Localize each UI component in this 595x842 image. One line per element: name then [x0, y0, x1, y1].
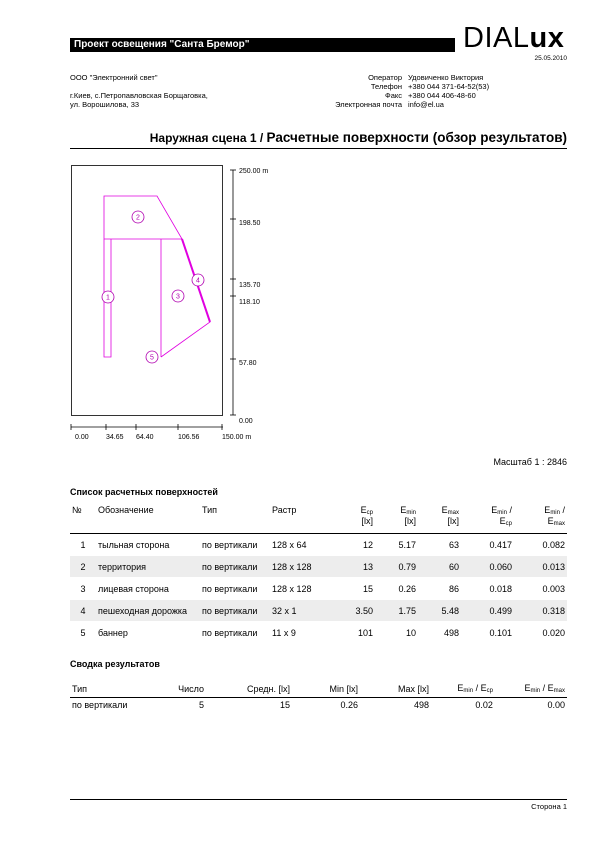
contact-label: Электронная почта	[335, 100, 402, 109]
x-axis	[71, 424, 223, 430]
table-row: 4 пешеходная дорожка по вертикали 32 x 1 3.50 1.75 5.48 0.499 0.318	[70, 600, 567, 622]
y-tick-label: 250.00 m	[239, 168, 269, 175]
col-name: Обозначение	[96, 505, 200, 534]
col-type: Тип	[200, 505, 270, 534]
table-row: по вертикали 5 15 0.26 498 0.02 0.00	[72, 700, 565, 710]
page-number: Сторона 1	[531, 802, 567, 811]
col-avg: Средн. [lx]	[206, 682, 292, 698]
col-ratio-min-max: $E_{min}$ / $E_{max}$	[514, 505, 567, 534]
col-e-min: $E_{min}$ [lx]	[375, 505, 418, 534]
table-row: 2 территория по вертикали 128 x 128 13 0.79 60 0.060 0.013	[70, 556, 567, 578]
surfaces-section-title: Список расчетных поверхностей	[70, 487, 218, 497]
contact-label: Оператор	[368, 73, 402, 82]
surface-markers	[102, 211, 204, 363]
table-row: 1 тыльная сторона по вертикали 128 x 64 12 5.17 63 0.417 0.082	[70, 534, 567, 556]
y-tick-label: 57.80	[239, 360, 257, 367]
col-e-avg: $E_{ср}$ [lx]	[332, 505, 375, 534]
col-count: Число	[154, 682, 206, 698]
footer-divider	[70, 799, 567, 800]
dialux-logo: DIALux	[463, 22, 565, 54]
surface-marker-4-label: 4	[196, 277, 200, 285]
col-ratio-min-avg: $E_{min}$ / $E_{ср}$	[461, 505, 514, 534]
table-row: 3 лицевая сторона по вертикали 128 x 128 15 0.26 86 0.018 0.003	[70, 578, 567, 600]
col-ratio-min-max: $E_{min} / E_{max}$	[495, 682, 567, 698]
y-tick-label: 198.50	[239, 220, 261, 227]
col-min: Min [lx]	[292, 682, 360, 698]
y-tick-label: 0.00	[239, 418, 253, 425]
col-ratio-min-avg: $E_{min} / E_{ср}$	[431, 682, 495, 698]
contact-label: Телефон	[370, 82, 402, 91]
x-tick-label: 106.56	[178, 434, 200, 441]
page-title: Наружная сцена 1 / Расчетные поверхности (обзор результатов)	[149, 130, 567, 145]
x-tick-label: 64.40	[136, 434, 154, 441]
contact-value: info@el.ua	[408, 100, 444, 109]
contact-value: +380 044 406-48-60	[408, 91, 476, 100]
project-title: Проект освещения "Санта Бремор"	[74, 39, 250, 50]
y-axis	[230, 170, 236, 415]
report-date: 25.05.2010	[534, 55, 567, 62]
contact-value: Удовиченко Виктория	[408, 73, 484, 82]
surface-marker-1-label: 1	[106, 294, 110, 302]
surface-marker-2-label: 2	[136, 214, 140, 222]
col-max: Max [lx]	[360, 682, 431, 698]
summary-section-title: Сводка результатов	[70, 659, 160, 669]
company-address-line1: г.Киев, с.Петропавловская Борщаговка,	[70, 91, 208, 100]
surface-marker-3-label: 3	[176, 293, 180, 301]
contact-labels	[335, 73, 402, 109]
y-tick-label: 135.70	[239, 282, 261, 289]
surface-marker-5-label: 5	[150, 354, 154, 362]
contact-label: Факс	[385, 91, 402, 100]
scale-label: Масштаб 1 : 2846	[493, 457, 567, 467]
company-address-line2: ул. Ворошилова, 33	[70, 100, 140, 109]
table-header-row	[70, 682, 567, 698]
col-grid: Растр	[270, 505, 332, 534]
title-divider	[70, 148, 567, 149]
surfaces-table	[70, 505, 567, 644]
site-plan	[70, 165, 370, 455]
x-tick-label: 150.00 m	[222, 434, 252, 441]
x-tick-label: 34.65	[106, 434, 124, 441]
x-tick-label: 0.00	[75, 434, 89, 441]
contact-values	[408, 73, 489, 109]
contact-value: +380 044 371-64-52(53)	[408, 82, 490, 91]
table-header-row	[70, 505, 567, 534]
table-row: 5 баннер по вертикали 11 x 9 101 10 498 0.101 0.020	[70, 622, 567, 644]
y-tick-label: 118.10	[239, 299, 260, 306]
col-no: №	[70, 505, 96, 534]
header-bar	[70, 38, 455, 52]
company-name: ООО "Электронний свет"	[70, 73, 158, 82]
col-e-max: $E_{max}$ [lx]	[418, 505, 461, 534]
col-type: Тип	[70, 682, 154, 698]
summary-table	[70, 682, 567, 710]
